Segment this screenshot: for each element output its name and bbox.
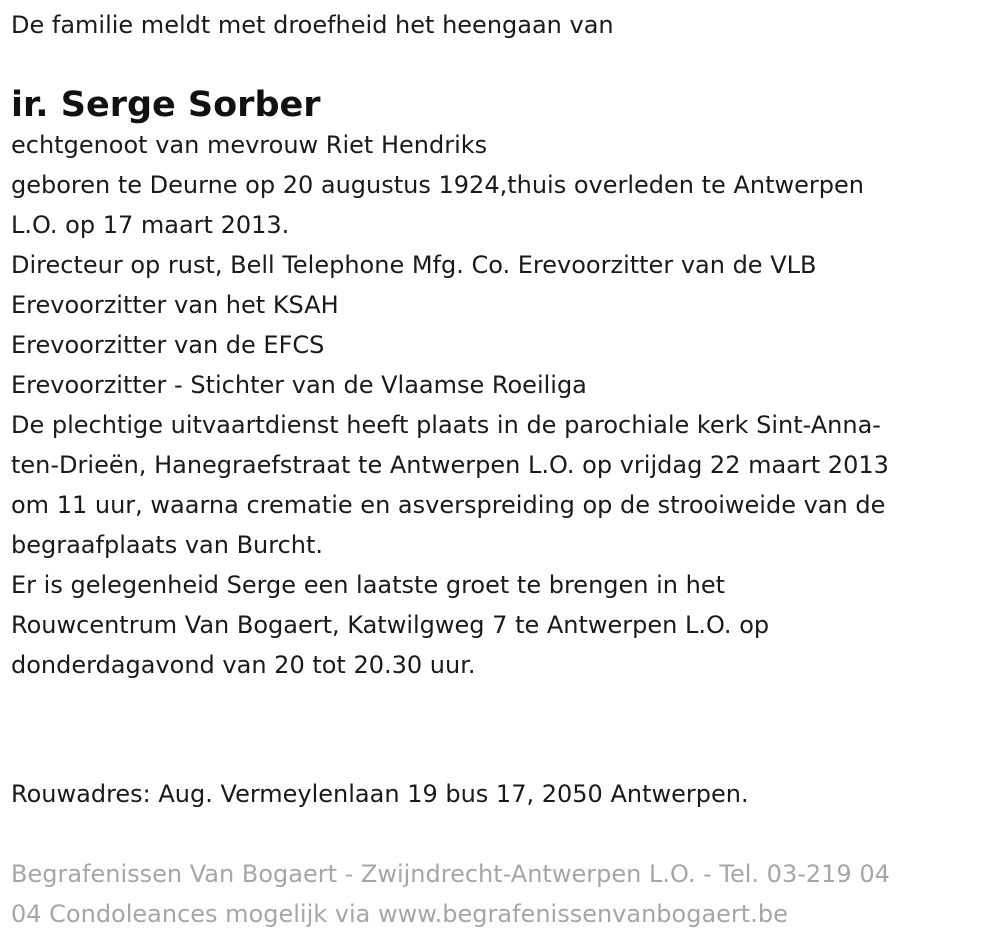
- honorary-efcs-line: Erevoorzitter van de EFCS: [11, 331, 325, 359]
- footer-line-2: 04 Condoleances mogelijk via www.begrafenissenvanbogaert.be: [11, 900, 788, 928]
- founder-line: Erevoorzitter - Stichter van de Vlaamse Roeiliga: [11, 371, 587, 399]
- funeral-line-3: om 11 uur, waarna crematie en asverspreiding op de strooiweide van de: [11, 491, 886, 519]
- honorary-ksah-line: Erevoorzitter van het KSAH: [11, 291, 339, 319]
- footer-line-1: Begrafenissen Van Bogaert - Zwijndrecht-Antwerpen L.O. - Tel. 03-219 04: [11, 860, 890, 888]
- birth-death-line-cont: L.O. op 17 maart 2013.: [11, 211, 290, 239]
- obituary-notice: [11, 0, 991, 685]
- spouse-line: echtgenoot van mevrouw Riet Hendriks: [11, 131, 488, 159]
- intro-text: De familie meldt met droefheid het heengaan van: [11, 11, 614, 39]
- notice-body: [11, 125, 991, 685]
- visitation-line-1: Er is gelegenheid Serge een laatste groet te brengen in het: [11, 571, 726, 599]
- funeral-line-2: ten-Drieën, Hanegraefstraat te Antwerpen L.O. op vrijdag 22 maart 2013: [11, 451, 889, 479]
- deceased-name: ir. Serge Sorber: [11, 85, 321, 125]
- mourning-address: Rouwadres: Aug. Vermeylenlaan 19 bus 17, 2050 Antwerpen.: [11, 780, 749, 808]
- visitation-line-3: donderdagavond van 20 tot 20.30 uur.: [11, 651, 476, 679]
- visitation-line-2: Rouwcentrum Van Bogaert, Katwilgweg 7 te Antwerpen L.O. op: [11, 611, 770, 639]
- funeral-home-footer: [11, 854, 890, 934]
- birth-death-line: geboren te Deurne op 20 augustus 1924,thuis overleden te Antwerpen: [11, 171, 864, 199]
- funeral-line-4: begraafplaats van Burcht.: [11, 531, 324, 559]
- funeral-line-1: De plechtige uitvaartdienst heeft plaats in de parochiale kerk Sint-Anna-: [11, 411, 881, 439]
- career-line: Directeur op rust, Bell Telephone Mfg. Co. Erevoorzitter van de VLB: [11, 251, 817, 279]
